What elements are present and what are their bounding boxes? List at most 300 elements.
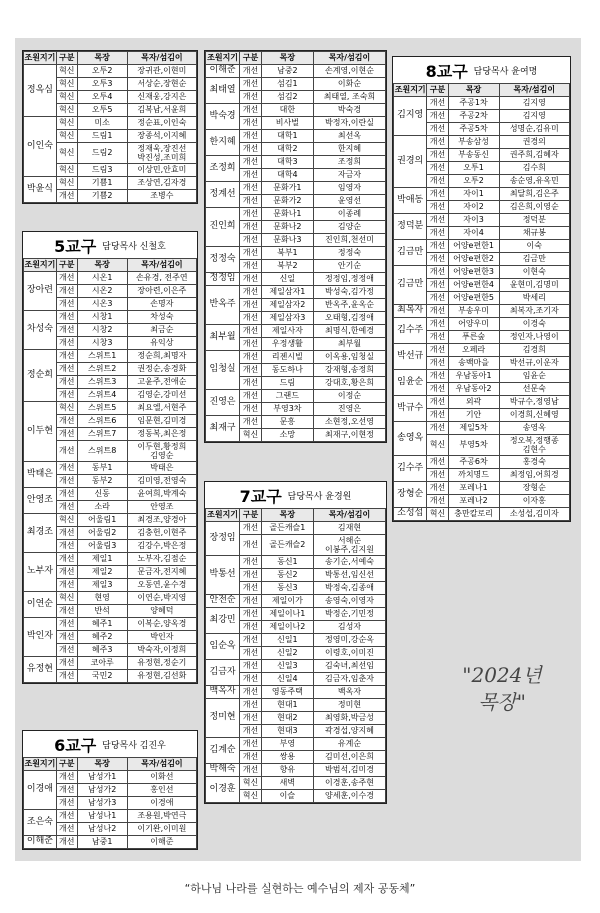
type-cell: 개선 (240, 764, 262, 777)
leader-cell: 장아련 (24, 272, 57, 311)
type-cell: 개선 (56, 462, 77, 475)
type-cell: 개선 (240, 169, 262, 182)
member-cell: 김강수,박은정 (127, 540, 196, 553)
member-cell: 장귀관,이현미 (127, 65, 196, 78)
member-cell: 임윤순 (499, 370, 569, 383)
cell-name: 대한 (261, 104, 313, 117)
table-row (24, 350, 197, 363)
type-cell: 개선 (56, 415, 77, 428)
type-cell: 개선 (56, 670, 77, 683)
cell-name: 반석 (77, 605, 127, 618)
leader-cell: 정옥심 (24, 65, 57, 117)
member-cell: 조병수 (127, 190, 196, 203)
type-cell: 개선 (240, 595, 262, 608)
type-cell: 혁신 (240, 777, 262, 790)
table-row (24, 836, 197, 849)
cell-name: 새벽 (261, 777, 313, 790)
type-cell: 혁신 (240, 790, 262, 803)
cell-name: 제일삼자2 (261, 299, 313, 312)
section-pastor: 담당목사 윤경원 (287, 491, 352, 502)
member-cell: 홍인선 (127, 784, 196, 797)
member-cell: 오태형,김정애 (313, 312, 385, 325)
member-cell: 장아련,이은주 (127, 285, 196, 298)
leader-cell: 박태은 (24, 462, 57, 488)
leader-cell: 차성숙 (24, 311, 57, 350)
stamp-line-2: 목장" (478, 690, 526, 714)
type-cell: 개선 (56, 810, 77, 823)
cell-name: 어양우미 (448, 318, 499, 331)
type-cell: 혁신 (56, 78, 77, 91)
cell-name: 혜주3 (77, 644, 127, 657)
member-cell: 박태은 (127, 462, 196, 475)
leader-cell: 진영은 (206, 390, 240, 416)
group-table (23, 757, 197, 849)
table-row (206, 156, 386, 169)
table-row (206, 65, 386, 78)
cell-name: 소라 (77, 501, 127, 514)
member-cell: 최부월 (313, 338, 385, 351)
cell-name: 골든캐슬1 (261, 522, 313, 535)
leader-cell: 김금만 (394, 240, 427, 266)
cell-name: 자이3 (448, 214, 499, 227)
type-cell: 개선 (427, 370, 448, 383)
group-table (205, 51, 386, 442)
leader-cell: 이두현 (24, 402, 57, 462)
member-cell: 정동복,최은정 (127, 428, 196, 441)
leader-cell: 박해숙 (206, 764, 240, 777)
table-row (394, 136, 570, 149)
member-cell: 유정현,김선화 (127, 670, 196, 683)
cell-name: 제일이나2 (261, 621, 313, 634)
member-cell: 이령호,이미진 (313, 647, 385, 660)
header-row (24, 758, 197, 771)
type-cell: 개선 (56, 376, 77, 389)
member-cell: 정미현 (313, 699, 385, 712)
member-cell: 정인자,나영이 (499, 331, 569, 344)
member-cell: 박정자,이란실 (313, 117, 385, 130)
type-cell: 혁신 (56, 514, 77, 527)
table-row (206, 247, 386, 260)
cell-name: 국민2 (77, 670, 127, 683)
table-row (24, 272, 197, 285)
member-cell: 안기순 (313, 260, 385, 273)
cell-name: 시창3 (77, 337, 127, 350)
section-header (393, 57, 570, 83)
type-cell: 개선 (56, 579, 77, 592)
cell-name: 동신1 (261, 556, 313, 569)
member-cell: 김금자,임춘자 (313, 673, 385, 686)
member-cell: 문금자,전지혜 (127, 566, 196, 579)
leader-cell: 정계선 (206, 182, 240, 208)
type-cell: 혁신 (56, 177, 77, 190)
member-cell: 정정숙 (313, 247, 385, 260)
type-cell: 개선 (427, 123, 448, 136)
cell-name: 코아루 (77, 657, 127, 670)
type-cell: 개선 (240, 569, 262, 582)
member-cell: 송영옥 (499, 422, 569, 435)
type-cell: 개선 (427, 357, 448, 370)
member-cell: 최선옥 (313, 130, 385, 143)
member-cell: 윤여희,박계숙 (127, 488, 196, 501)
type-cell: 개선 (56, 644, 77, 657)
member-cell: 박통선,임신선 (313, 569, 385, 582)
member-cell: 이자홍 (499, 495, 569, 508)
table-row (394, 214, 570, 227)
member-cell: 장형순 (499, 482, 569, 495)
table-row (206, 182, 386, 195)
member-cell: 최명식,한예경 (313, 325, 385, 338)
type-cell: 개선 (240, 608, 262, 621)
type-cell: 개선 (56, 475, 77, 488)
type-cell: 개선 (56, 836, 77, 849)
type-cell: 개선 (56, 566, 77, 579)
cell-name: 남성가1 (77, 771, 127, 784)
cell-name: 외곽 (448, 396, 499, 409)
member-cell: 김지영 (499, 97, 569, 110)
section-header (23, 731, 197, 757)
cell-name: 그랜드 (261, 390, 313, 403)
cell-name: 충만칼로리 (448, 508, 499, 521)
type-cell: 개선 (427, 266, 448, 279)
leader-cell: 김계순 (206, 738, 240, 764)
member-cell: 송영숙,이영자 (313, 595, 385, 608)
member-cell: 손명자 (127, 298, 196, 311)
cell-name: 제일삼자1 (261, 286, 313, 299)
type-cell: 개선 (240, 91, 262, 104)
table-row (24, 177, 197, 190)
cell-name: 제일사자 (261, 325, 313, 338)
cell-name: 어울림2 (77, 527, 127, 540)
leader-cell: 반옥주 (206, 286, 240, 325)
cell-name: 남성가3 (77, 797, 127, 810)
type-cell: 개선 (240, 712, 262, 725)
member-cell: 손유경, 전주연 (127, 272, 196, 285)
table-row (24, 311, 197, 324)
cell-name: 기쁨1 (77, 177, 127, 190)
member-cell: 이숙 (499, 240, 569, 253)
member-cell: 송기순,서예숙 (313, 556, 385, 569)
type-cell: 혁신 (427, 508, 448, 521)
leader-cell: 조정희 (206, 156, 240, 182)
cell-name: 문화가2 (261, 195, 313, 208)
leader-cell: 한지혜 (206, 130, 240, 156)
cell-name: 제일삼자3 (261, 312, 313, 325)
table-row (24, 462, 197, 475)
cell-name: 신일3 (261, 660, 313, 673)
member-cell: 박인자 (127, 631, 196, 644)
section-s8 (392, 56, 571, 522)
type-cell: 개선 (240, 364, 262, 377)
column-header: 구분 (56, 259, 77, 272)
group-table (393, 83, 570, 521)
type-cell: 혁신 (56, 104, 77, 117)
cell-name: 남중2 (261, 65, 313, 78)
type-cell: 개선 (56, 823, 77, 836)
member-cell: 김복남,서윤희 (127, 104, 196, 117)
leader-cell: 김금만 (394, 266, 427, 305)
type-cell: 혁신 (56, 402, 77, 415)
member-cell: 이경애 (127, 797, 196, 810)
cell-name: 대학3 (261, 156, 313, 169)
member-cell: 곽경섭,양지혜 (313, 725, 385, 738)
cell-name: 포레나1 (448, 482, 499, 495)
leader-cell: 임윤순 (394, 370, 427, 396)
cell-name: 영동주택 (261, 686, 313, 699)
header-row (206, 509, 386, 522)
table-row (394, 240, 570, 253)
cell-name: 우남동아1 (448, 370, 499, 383)
cell-name: 동신2 (261, 569, 313, 582)
cell-name: 푸른숲 (448, 331, 499, 344)
type-cell: 개선 (240, 403, 262, 416)
cell-name: 까치명드 (448, 469, 499, 482)
type-cell: 개선 (240, 208, 262, 221)
leader-cell: 유정현 (24, 657, 57, 683)
section-pastor: 담당목사 윤여명 (473, 66, 538, 77)
type-cell: 개선 (56, 350, 77, 363)
cell-name: 문흥 (261, 416, 313, 429)
column-header: 목자/섬김이 (499, 84, 569, 97)
type-cell: 개선 (240, 273, 262, 286)
type-cell: 개선 (56, 784, 77, 797)
type-cell: 개선 (240, 156, 262, 169)
column-header: 조원지기 (24, 259, 57, 272)
member-cell: 이경숙 (499, 318, 569, 331)
type-cell: 개선 (56, 631, 77, 644)
section-s1 (22, 50, 198, 204)
column-header: 목장 (77, 758, 127, 771)
cell-name: 스위트3 (77, 376, 127, 389)
cell-name: 현대1 (261, 699, 313, 712)
cell-name: 신동 (77, 488, 127, 501)
section-title: 7교구 (239, 486, 282, 506)
type-cell: 개선 (56, 540, 77, 553)
leader-cell: 조은숙 (24, 810, 57, 836)
cell-name: 남성가2 (77, 784, 127, 797)
type-cell: 개선 (427, 396, 448, 409)
type-cell: 개선 (56, 311, 77, 324)
leader-cell: 권경의 (394, 136, 427, 188)
type-cell: 개선 (427, 422, 448, 435)
column-header: 목자/섬김이 (313, 509, 385, 522)
leader-cell: 최강민 (206, 608, 240, 634)
table-row (206, 595, 386, 608)
member-cell: 차성숙 (127, 311, 196, 324)
column-header: 조원지기 (24, 52, 57, 65)
cell-name: 비사벌 (261, 117, 313, 130)
member-cell: 김재현 (313, 522, 385, 535)
cell-name: 동부1 (77, 462, 127, 475)
member-cell: 서해순 이봉주,김지원 (313, 535, 385, 556)
member-cell: 김양순 (313, 221, 385, 234)
cell-name: 현영 (77, 592, 127, 605)
type-cell: 개선 (240, 686, 262, 699)
member-cell: 서상순,장현순 (127, 78, 196, 91)
type-cell: 혁신 (240, 429, 262, 442)
cell-name: 포레나2 (448, 495, 499, 508)
cell-name: 제일이나1 (261, 608, 313, 621)
table-row (206, 556, 386, 569)
leader-cell: 이경훈 (206, 777, 240, 803)
type-cell: 혁신 (56, 143, 77, 164)
member-cell: 이화선 (127, 771, 196, 784)
cell-name: 우남동아2 (448, 383, 499, 396)
table-row (24, 618, 197, 631)
member-cell: 정재욱,장진선 박진성,조미희 (127, 143, 196, 164)
member-cell: 최재구,이현정 (313, 429, 385, 442)
column-header: 조원지기 (206, 52, 240, 65)
member-cell: 조정희 (313, 156, 385, 169)
cell-name: 주공6차 (448, 456, 499, 469)
member-cell: 강재형,송정희 (313, 364, 385, 377)
type-cell: 개선 (427, 188, 448, 201)
leader-cell: 이인숙 (24, 117, 57, 177)
table-row (206, 522, 386, 535)
cell-name: 주공1차 (448, 97, 499, 110)
column-header: 목자/섬김이 (127, 259, 196, 272)
table-row (206, 208, 386, 221)
type-cell: 개선 (240, 234, 262, 247)
type-cell: 개선 (56, 324, 77, 337)
type-cell: 개선 (240, 522, 262, 535)
member-cell: 안영조 (127, 501, 196, 514)
cell-name: 부영5차 (448, 435, 499, 456)
table-row (206, 273, 386, 286)
type-cell: 개선 (240, 377, 262, 390)
type-cell: 개선 (427, 253, 448, 266)
type-cell: 개선 (240, 260, 262, 273)
leader-cell: 정미현 (206, 699, 240, 738)
type-cell: 개선 (240, 143, 262, 156)
member-cell: 양세훈,이수경 (313, 790, 385, 803)
table-row (394, 482, 570, 495)
leader-cell: 안영조 (24, 488, 57, 514)
column-header: 목장 (261, 509, 313, 522)
cell-name: 골든캐슬2 (261, 535, 313, 556)
column-header: 목장 (261, 52, 313, 65)
leader-cell: 장정임 (206, 522, 240, 556)
column-header: 목자/섬김이 (127, 758, 196, 771)
column-header: 구분 (240, 509, 262, 522)
table-row (24, 657, 197, 670)
table-row (24, 117, 197, 130)
member-cell: 이경희,신혜영 (499, 409, 569, 422)
cell-name: 신일 (261, 273, 313, 286)
type-cell: 개선 (427, 409, 448, 422)
leader-cell: 소성섭 (394, 508, 427, 521)
section-title: 5교구 (54, 236, 97, 256)
cell-name: 어양e편한4 (448, 279, 499, 292)
table-row (206, 764, 386, 777)
cell-name: 남중1 (77, 836, 127, 849)
table-row (24, 810, 197, 823)
leader-cell: 김수주 (394, 456, 427, 482)
cell-name: 기쁨2 (77, 190, 127, 203)
cell-name: 섬김2 (261, 91, 313, 104)
cell-name: 스위트4 (77, 389, 127, 402)
table-row (24, 65, 197, 78)
member-cell: 김은희,이영순 (499, 201, 569, 214)
type-cell: 개선 (427, 482, 448, 495)
member-cell: 유익상 (127, 337, 196, 350)
type-cell: 개선 (427, 162, 448, 175)
member-cell: 고윤주,전애순 (127, 376, 196, 389)
type-cell: 개선 (427, 318, 448, 331)
column-header: 조원지기 (24, 758, 57, 771)
member-cell: 박숙자,이정희 (127, 644, 196, 657)
member-cell: 임문현,김미경 (127, 415, 196, 428)
type-cell: 개선 (56, 553, 77, 566)
type-cell: 개선 (240, 286, 262, 299)
cell-name: 미소 (77, 117, 127, 130)
cell-name: 섬김1 (261, 78, 313, 91)
type-cell: 개선 (240, 299, 262, 312)
type-cell: 개선 (240, 247, 262, 260)
cell-name: 부송삼성 (448, 136, 499, 149)
table-row (394, 318, 570, 331)
cell-name: 어울림1 (77, 514, 127, 527)
leader-cell: 정순희 (24, 350, 57, 402)
cell-name: 어양e편한3 (448, 266, 499, 279)
type-cell: 개선 (56, 337, 77, 350)
cell-name: 동신3 (261, 582, 313, 595)
type-cell: 개선 (56, 389, 77, 402)
cell-name: 드림2 (77, 143, 127, 164)
table-row (206, 130, 386, 143)
stamp-line-1: "2024년 (462, 663, 542, 687)
type-cell: 개선 (56, 441, 77, 462)
leader-cell: 최재구 (206, 416, 240, 442)
type-cell: 개선 (427, 136, 448, 149)
member-cell: 강대호,황은희 (313, 377, 385, 390)
type-cell: 개선 (427, 227, 448, 240)
table-row (206, 286, 386, 299)
type-cell: 개선 (240, 535, 262, 556)
member-cell: 이화순 (313, 78, 385, 91)
member-cell: 반옥주,윤옥순 (313, 299, 385, 312)
type-cell: 개선 (56, 527, 77, 540)
type-cell: 혁신 (56, 164, 77, 177)
section-s7 (204, 481, 387, 804)
member-cell: 김지영 (499, 110, 569, 123)
leader-cell: 박통선 (206, 556, 240, 595)
leader-cell: 진인희 (206, 208, 240, 247)
type-cell: 개선 (240, 351, 262, 364)
leader-cell: 정정임 (206, 273, 240, 286)
type-cell: 개선 (427, 456, 448, 469)
member-cell: 정오복,정행종 김현수 (499, 435, 569, 456)
member-cell: 윤현미,김명미 (499, 279, 569, 292)
cell-name: 주공2차 (448, 110, 499, 123)
member-cell: 김수희 (499, 162, 569, 175)
type-cell: 개선 (240, 634, 262, 647)
member-cell: 최정임,어희경 (499, 469, 569, 482)
cell-name: 오페라 (448, 344, 499, 357)
leader-cell: 이연순 (24, 592, 57, 618)
cell-name: 어울림3 (77, 540, 127, 553)
member-cell: 김금만 (499, 253, 569, 266)
header-row (206, 52, 386, 65)
member-cell: 정덕분 (499, 214, 569, 227)
cell-name: 스위트5 (77, 402, 127, 415)
cell-name: 북부1 (261, 247, 313, 260)
leader-cell: 송영옥 (394, 422, 427, 456)
cell-name: 스위트1 (77, 350, 127, 363)
leader-cell: 박규수 (394, 396, 427, 422)
member-cell: 임영자 (313, 182, 385, 195)
type-cell: 개선 (240, 338, 262, 351)
type-cell: 개선 (427, 279, 448, 292)
